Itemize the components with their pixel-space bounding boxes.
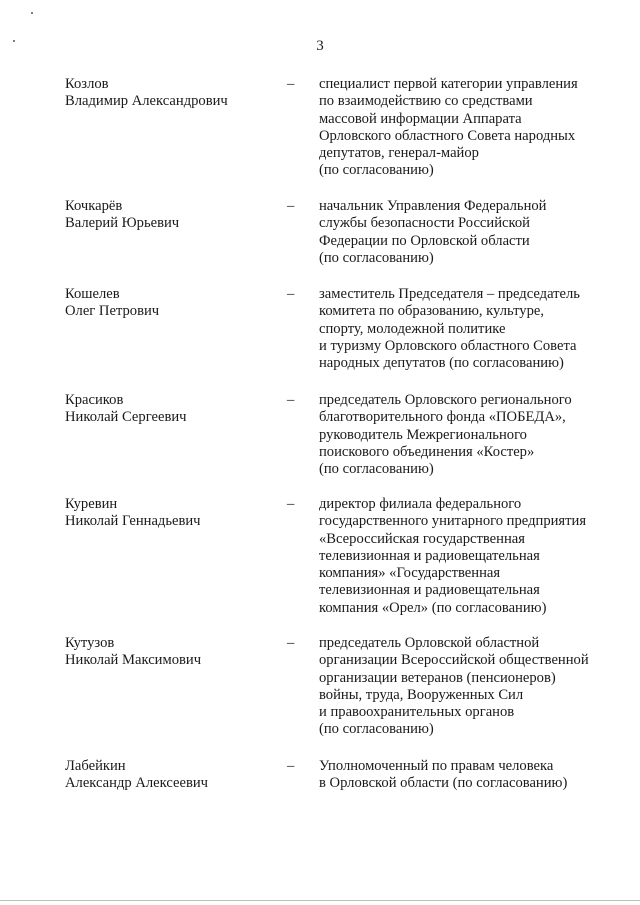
- position-line: спорту, молодежной политике: [319, 320, 506, 337]
- member-name: [65, 198, 275, 233]
- position-line: (по согласованию): [319, 249, 434, 266]
- member-surname: Кутузов: [65, 635, 115, 651]
- position-line: начальник Управления Федеральной: [319, 198, 547, 214]
- member-surname: Куревин: [65, 496, 118, 512]
- member-position: [319, 76, 619, 180]
- position-line: телевизионная и радиовещательная: [319, 547, 540, 564]
- position-line: благотворительного фонда «ПОБЕДА»,: [319, 409, 566, 426]
- dash-separator: –: [287, 76, 295, 92]
- position-line: Федерации по Орловской области: [319, 232, 530, 249]
- position-line: компания «Орел» (по согласованию): [319, 599, 547, 616]
- member-surname: Козлов: [65, 76, 109, 92]
- member-position: [319, 635, 619, 739]
- member-position: [319, 198, 619, 267]
- member-position: [319, 286, 619, 372]
- member-name: [65, 392, 275, 427]
- position-line: и туризму Орловского областного Совета: [319, 337, 577, 354]
- member-given-names: Валерий Юрьевич: [65, 215, 180, 232]
- position-line: Орловского областного Совета народных: [319, 127, 576, 144]
- position-line: в Орловской области (по согласованию): [319, 775, 568, 792]
- position-line: заместитель Председателя – председатель: [319, 286, 580, 302]
- position-line: войны, труда, Вооруженных Сил: [319, 686, 524, 703]
- member-name: [65, 496, 275, 531]
- member-position: [319, 392, 619, 478]
- position-line: (по согласованию): [319, 721, 434, 738]
- position-line: (по согласованию): [319, 162, 434, 179]
- position-line: председатель Орловского регионального: [319, 392, 572, 408]
- member-name: [65, 635, 275, 670]
- member-name: [65, 286, 275, 321]
- dash-separator: –: [287, 496, 295, 512]
- dash-separator: –: [287, 635, 295, 651]
- member-given-names: Николай Сергеевич: [65, 409, 187, 426]
- member-given-names: Николай Геннадьевич: [65, 513, 201, 530]
- dash-separator: –: [287, 392, 295, 408]
- position-line: государственного унитарного предприятия: [319, 513, 587, 530]
- position-line: поискового объединения «Костер»: [319, 443, 535, 460]
- member-position: [319, 758, 619, 793]
- member-surname: Лабейкин: [65, 758, 126, 774]
- position-line: народных депутатов (по согласованию): [319, 355, 564, 372]
- position-line: службы безопасности Российской: [319, 215, 530, 232]
- member-name: [65, 758, 275, 793]
- position-line: массовой информации Аппарата: [319, 110, 522, 127]
- member-given-names: Олег Петрович: [65, 303, 160, 320]
- position-line: депутатов, генерал-майор: [319, 145, 479, 162]
- position-line: по взаимодействию со средствами: [319, 93, 533, 110]
- position-line: председатель Орловской областной: [319, 635, 540, 651]
- member-surname: Кошелев: [65, 286, 120, 302]
- position-line: компания» «Государственная: [319, 565, 501, 582]
- dash-separator: –: [287, 198, 295, 214]
- member-given-names: Александр Алексеевич: [65, 775, 209, 792]
- member-surname: Красиков: [65, 392, 124, 408]
- position-line: телевизионная и радиовещательная: [319, 582, 540, 599]
- position-line: (по согласованию): [319, 461, 434, 478]
- member-position: [319, 496, 619, 617]
- position-line: специалист первой категории управления: [319, 76, 578, 92]
- position-line: директор филиала федерального: [319, 496, 522, 512]
- position-line: и правоохранительных органов: [319, 704, 515, 721]
- scan-edge-line: [0, 900, 640, 901]
- position-line: комитета по образованию, культуре,: [319, 303, 544, 320]
- member-surname: Кочкарёв: [65, 198, 123, 214]
- position-line: «Всероссийская государственная: [319, 530, 525, 547]
- position-line: руководитель Межрегионального: [319, 426, 527, 443]
- dash-separator: –: [287, 286, 295, 302]
- position-line: Уполномоченный по правам человека: [319, 758, 554, 774]
- dash-separator: –: [287, 758, 295, 774]
- scan-speck: [31, 12, 33, 14]
- member-name: [65, 76, 275, 111]
- position-line: организации Всероссийской общественной: [319, 652, 589, 669]
- position-line: организации ветеранов (пенсионеров): [319, 669, 556, 686]
- page-number: 3: [316, 38, 324, 54]
- member-given-names: Владимир Александрович: [65, 93, 228, 110]
- member-given-names: Николай Максимович: [65, 652, 202, 669]
